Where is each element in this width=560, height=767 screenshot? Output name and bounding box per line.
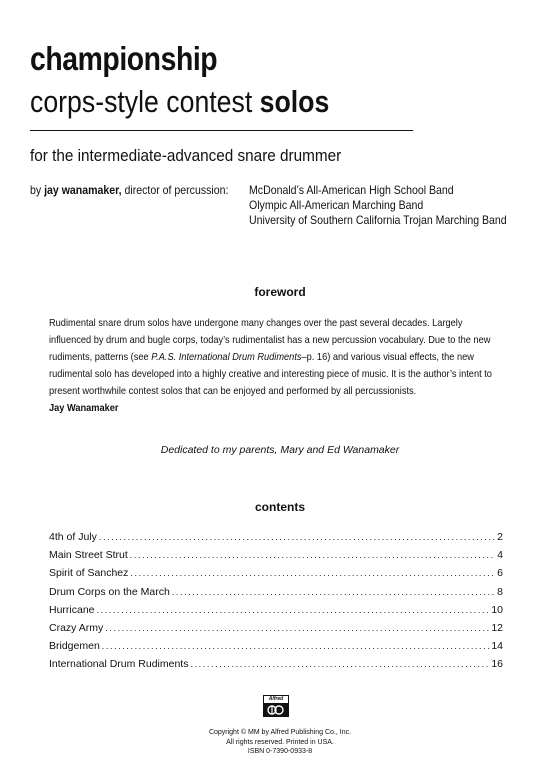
title-line-1: championship [30, 40, 218, 77]
title-line-2 [30, 84, 329, 120]
copyright-line: Copyright © MM by Alfred Publishing Co., Inc. [208, 729, 352, 736]
toc-leader-dots [130, 550, 495, 560]
byline [30, 183, 228, 197]
toc-entry-title: International Drum Rudiments [49, 658, 189, 671]
foreword-text-part-1: Rudimental snare drum solos have undergone many changes over the past several decades. Largely influenced by drum and bugle corps, today’s rudimentalist has a new percussion vocabulary. Due to the new rudiments, patterns (see [49, 317, 491, 363]
alfred-logo-emblem-icon [264, 704, 288, 716]
copyright-notice [0, 728, 560, 757]
toc-leader-dots [172, 587, 495, 597]
toc-leader-dots [99, 532, 495, 542]
toc-entry-page: 14 [491, 640, 503, 653]
table-of-contents [49, 531, 503, 677]
isbn-line: ISBN 0-7390-0933-8 [247, 748, 313, 755]
alfred-logo [263, 695, 289, 717]
toc-entry-page: 10 [491, 603, 503, 616]
alfred-logo-text: Alfred [264, 696, 288, 704]
toc-entry[interactable] [49, 567, 503, 585]
toc-entry-title: Main Street Strut [49, 549, 128, 562]
toc-entry[interactable] [49, 622, 503, 640]
rights-line: All rights reserved. Printed in USA. [226, 738, 334, 746]
toc-leader-dots [102, 641, 490, 651]
toc-entry-title: Bridgemen [49, 640, 100, 653]
toc-entry-page: 8 [497, 585, 503, 598]
toc-entry[interactable] [49, 531, 503, 549]
byline-role: director of percussion: [121, 183, 229, 197]
toc-entry-title: Spirit of Sanchez [49, 567, 129, 580]
toc-entry-page: 12 [491, 621, 503, 634]
title-line-2-bold: solos [259, 84, 330, 119]
foreword-text-part-2: –p. 16) and various visual effects, the new rudimental solo has developed into a highly creative and interesting piece of music. It is the author’s intent to present worthwhile contest solos that can be enjoyed and performed by all percussionists. [49, 351, 492, 397]
toc-leader-dots [105, 623, 489, 633]
band-list [249, 183, 507, 228]
title-line-2-regular: corps-style contest [30, 84, 260, 119]
toc-entry-title: Hurricane [49, 603, 95, 616]
toc-leader-dots [97, 605, 490, 615]
band-item: Olympic All-American Marching Band [249, 198, 424, 212]
foreword-signature: Jay Wanamaker [49, 402, 119, 414]
dedication: Dedicated to my parents, Mary and Ed Wanamaker [160, 444, 400, 456]
band-item: University of Southern California Trojan Marching Band [249, 213, 507, 227]
toc-leader-dots [130, 568, 495, 578]
contents-heading: contents [254, 500, 305, 514]
toc-leader-dots [190, 659, 489, 669]
toc-entry-page: 4 [497, 549, 503, 562]
toc-entry-page: 2 [497, 531, 503, 543]
subtitle: for the intermediate-advanced snare drummer [30, 146, 342, 165]
toc-entry[interactable] [49, 640, 503, 658]
band-item: McDonald’s All-American High School Band [249, 183, 454, 197]
toc-entry-title: Drum Corps on the March [49, 585, 170, 598]
foreword-heading: foreword [254, 285, 306, 299]
foreword-text-italic: P.A.S. International Drum Rudiments [151, 351, 302, 363]
toc-entry[interactable] [49, 586, 503, 604]
foreword-text [49, 315, 507, 400]
toc-entry[interactable] [49, 604, 503, 622]
toc-entry-title: Crazy Army [49, 621, 104, 634]
toc-entry[interactable] [49, 658, 503, 676]
toc-entry[interactable] [49, 549, 503, 567]
title-rule [30, 130, 413, 131]
toc-entry-page: 6 [497, 567, 503, 580]
toc-entry-page: 16 [491, 658, 503, 671]
byline-prefix: by [30, 183, 45, 197]
toc-entry-title: 4th of July [49, 531, 97, 543]
byline-author: jay wanamaker, [44, 183, 122, 197]
